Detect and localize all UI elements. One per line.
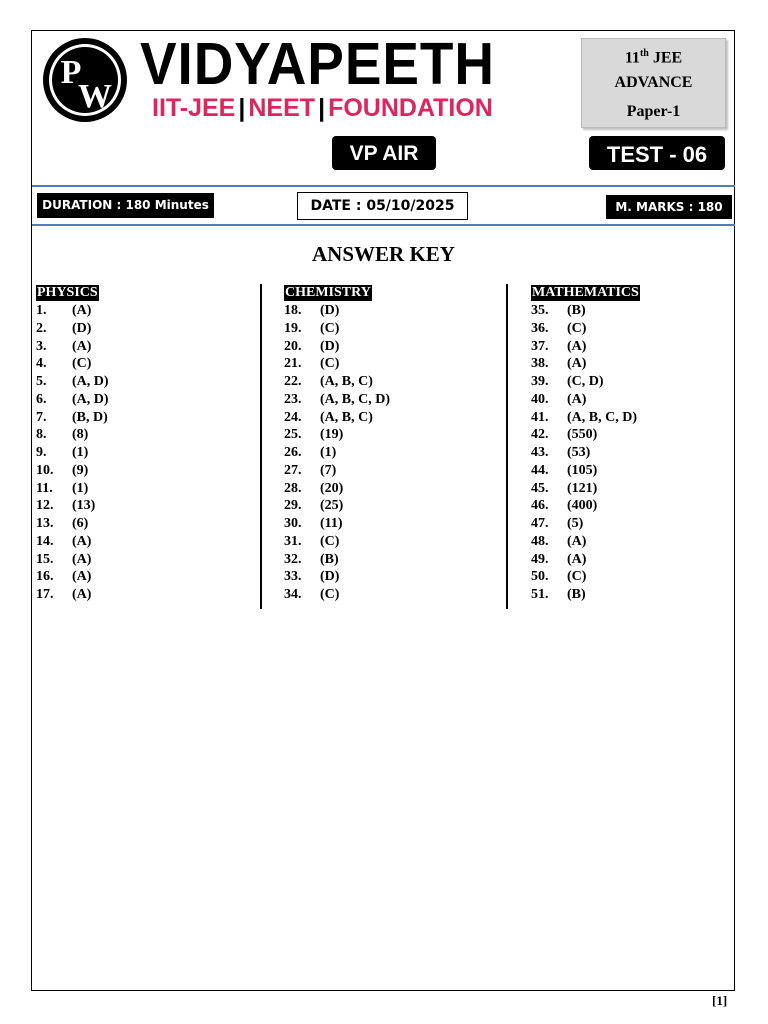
answer-value: (B, D) bbox=[72, 409, 108, 425]
answer-row bbox=[284, 302, 484, 320]
answer-row bbox=[36, 355, 236, 373]
answer-row bbox=[531, 426, 731, 444]
logo-letter-w: W bbox=[78, 78, 112, 115]
question-number: 1. bbox=[36, 303, 47, 318]
answer-row bbox=[284, 551, 484, 569]
answer-value: (400) bbox=[567, 498, 598, 514]
question-number: 36. bbox=[531, 320, 549, 336]
info-divider bbox=[32, 224, 735, 226]
question-number: 40. bbox=[531, 391, 549, 407]
tagline-foundation: FOUNDATION bbox=[328, 94, 493, 122]
question-number: 45. bbox=[531, 480, 549, 496]
answer-row bbox=[284, 533, 484, 551]
answer-row bbox=[531, 320, 731, 338]
question-number: 14. bbox=[36, 533, 54, 549]
answer-row bbox=[284, 355, 484, 373]
answer-row bbox=[36, 373, 236, 391]
class-info-box bbox=[581, 38, 726, 128]
question-number: 41. bbox=[531, 409, 549, 425]
answer-row bbox=[284, 462, 484, 480]
question-number: 35. bbox=[531, 303, 549, 318]
answer-row bbox=[531, 515, 731, 533]
answer-value: (C) bbox=[567, 320, 587, 336]
answer-row bbox=[531, 551, 731, 569]
answer-value: (C) bbox=[72, 356, 92, 372]
question-number: 12. bbox=[36, 498, 54, 514]
question-number: 10. bbox=[36, 462, 54, 478]
header-divider bbox=[32, 185, 735, 187]
answer-value: (550) bbox=[567, 427, 598, 443]
question-number: 46. bbox=[531, 498, 549, 514]
answer-value: (A) bbox=[72, 338, 92, 354]
column-divider bbox=[506, 284, 508, 609]
test-number-badge: TEST - 06 bbox=[589, 136, 725, 170]
answer-value: (A) bbox=[72, 569, 92, 585]
answer-value: (53) bbox=[567, 445, 591, 460]
question-number: 22. bbox=[284, 374, 302, 389]
answer-value: (A) bbox=[567, 533, 587, 549]
answer-value: (6) bbox=[72, 516, 89, 531]
answer-value: (D) bbox=[320, 569, 340, 585]
answer-value: (19) bbox=[320, 427, 344, 443]
question-number: 23. bbox=[284, 391, 302, 407]
answer-value: (7) bbox=[320, 462, 337, 478]
question-number: 31. bbox=[284, 533, 302, 549]
answer-value: (13) bbox=[72, 498, 96, 514]
answer-row bbox=[531, 391, 731, 409]
question-number: 21. bbox=[284, 356, 302, 372]
answer-value: (20) bbox=[320, 480, 344, 496]
question-number: 49. bbox=[531, 551, 549, 567]
question-number: 8. bbox=[36, 427, 47, 443]
answer-value: (A) bbox=[567, 338, 587, 354]
answer-row bbox=[531, 533, 731, 551]
column-divider bbox=[260, 284, 262, 609]
answer-value: (C) bbox=[320, 533, 340, 549]
question-number: 33. bbox=[284, 569, 302, 585]
question-number: 6. bbox=[36, 391, 47, 407]
answer-row bbox=[531, 409, 731, 427]
physics-column bbox=[36, 283, 236, 604]
answer-row bbox=[284, 586, 484, 604]
question-number: 29. bbox=[284, 498, 302, 514]
answer-row bbox=[284, 444, 484, 462]
question-number: 9. bbox=[36, 445, 47, 460]
answer-value: (D) bbox=[320, 338, 340, 354]
answer-row bbox=[36, 497, 236, 515]
question-number: 48. bbox=[531, 533, 549, 549]
answer-value: (25) bbox=[320, 498, 344, 514]
question-number: 25. bbox=[284, 427, 302, 443]
question-number: 5. bbox=[36, 374, 47, 389]
answer-row bbox=[36, 302, 236, 320]
tagline: IIT-JEE | NEET | FOUNDATION bbox=[152, 94, 493, 122]
answer-value: (121) bbox=[567, 480, 598, 496]
answer-value: (A) bbox=[72, 551, 92, 567]
answer-row bbox=[36, 338, 236, 356]
question-number: 15. bbox=[36, 551, 54, 567]
answer-row bbox=[531, 302, 731, 320]
question-number: 2. bbox=[36, 320, 47, 336]
answer-row bbox=[36, 568, 236, 586]
answer-row bbox=[36, 515, 236, 533]
answer-value: (A) bbox=[72, 303, 92, 318]
pw-logo-icon bbox=[40, 37, 130, 123]
answer-value: (A) bbox=[567, 356, 587, 372]
answer-row bbox=[531, 497, 731, 515]
answer-row bbox=[284, 497, 484, 515]
answer-value: (B) bbox=[320, 551, 339, 567]
answer-row bbox=[36, 551, 236, 569]
question-number: 42. bbox=[531, 427, 549, 443]
chemistry-column bbox=[284, 283, 484, 604]
answer-value: (D) bbox=[72, 320, 92, 336]
answer-value: (A, B, C, D) bbox=[320, 391, 390, 407]
question-number: 44. bbox=[531, 462, 549, 478]
question-number: 7. bbox=[36, 409, 47, 425]
batch-badge: VP AIR bbox=[332, 136, 436, 170]
answer-value: (5) bbox=[567, 516, 584, 531]
page-number: [1] bbox=[712, 993, 728, 1008]
exam-label: ADVANCE bbox=[614, 74, 693, 91]
answer-value: (A, D) bbox=[72, 391, 109, 407]
answer-value: (C, D) bbox=[567, 374, 604, 389]
question-number: 20. bbox=[284, 338, 302, 354]
question-number: 11. bbox=[36, 480, 53, 496]
answer-row bbox=[531, 462, 731, 480]
answer-row bbox=[36, 480, 236, 498]
question-number: 34. bbox=[284, 587, 302, 602]
tagline-iit-jee: IIT-JEE bbox=[152, 94, 236, 122]
answer-row bbox=[284, 480, 484, 498]
answer-row bbox=[36, 391, 236, 409]
answer-value: (9) bbox=[72, 462, 89, 478]
section-heading: MATHEMATICS bbox=[532, 285, 639, 300]
question-number: 3. bbox=[36, 338, 47, 354]
answer-value: (A, D) bbox=[72, 374, 109, 389]
question-number: 16. bbox=[36, 569, 54, 585]
answer-value: (105) bbox=[567, 462, 598, 478]
answer-value: (C) bbox=[320, 356, 340, 372]
date-box: DATE : 05/10/2025 bbox=[297, 192, 468, 220]
answer-row bbox=[284, 373, 484, 391]
answer-value: (A, B, C, D) bbox=[567, 409, 637, 425]
answer-value: (1) bbox=[72, 480, 89, 496]
answer-row bbox=[36, 533, 236, 551]
answer-value: (C) bbox=[320, 587, 340, 602]
answer-value: (A, B, C) bbox=[320, 409, 373, 425]
answer-row bbox=[284, 391, 484, 409]
answer-value: (B) bbox=[567, 587, 586, 602]
question-number: 43. bbox=[531, 445, 549, 460]
answer-row bbox=[284, 426, 484, 444]
question-number: 50. bbox=[531, 569, 549, 585]
question-number: 26. bbox=[284, 445, 302, 460]
answer-row bbox=[531, 444, 731, 462]
question-number: 27. bbox=[284, 462, 302, 478]
question-number: 4. bbox=[36, 356, 47, 372]
question-number: 17. bbox=[36, 587, 54, 602]
question-number: 37. bbox=[531, 338, 549, 354]
answer-value: (C) bbox=[567, 569, 587, 585]
question-number: 28. bbox=[284, 480, 302, 496]
answer-value: (A) bbox=[72, 533, 92, 549]
answer-row bbox=[284, 338, 484, 356]
answer-row bbox=[531, 355, 731, 373]
section-heading: PHYSICS bbox=[37, 285, 98, 300]
section-heading: CHEMISTRY bbox=[285, 285, 371, 300]
question-number: 47. bbox=[531, 516, 549, 531]
question-number: 13. bbox=[36, 516, 54, 531]
answer-value: (B) bbox=[567, 303, 586, 318]
answer-value: (1) bbox=[72, 445, 89, 460]
duration-badge: DURATION : 180 Minutes bbox=[37, 193, 214, 218]
question-number: 38. bbox=[531, 356, 549, 372]
answer-value: (A, B, C) bbox=[320, 374, 373, 389]
answer-row bbox=[284, 409, 484, 427]
class-label: 11th JEE bbox=[624, 48, 683, 67]
answer-row bbox=[531, 373, 731, 391]
logo-letter-p: P bbox=[60, 54, 82, 91]
mathematics-column bbox=[531, 283, 731, 604]
answer-row bbox=[284, 515, 484, 533]
max-marks-badge: M. MARKS : 180 bbox=[606, 195, 732, 219]
answer-row bbox=[531, 480, 731, 498]
question-number: 39. bbox=[531, 374, 549, 389]
answer-row bbox=[531, 568, 731, 586]
brand-name: VIDYAPEETH bbox=[140, 31, 495, 97]
question-number: 51. bbox=[531, 587, 549, 602]
question-number: 19. bbox=[284, 320, 302, 336]
page-title: ANSWER KEY bbox=[312, 242, 455, 266]
answer-row bbox=[36, 409, 236, 427]
answer-value: (C) bbox=[320, 320, 340, 336]
answer-value: (A) bbox=[567, 551, 587, 567]
answer-row bbox=[36, 462, 236, 480]
question-number: 24. bbox=[284, 409, 302, 425]
answer-value: (11) bbox=[320, 516, 343, 531]
answer-row bbox=[284, 568, 484, 586]
answer-row bbox=[36, 586, 236, 604]
answer-row bbox=[36, 444, 236, 462]
paper-label: Paper-1 bbox=[626, 103, 681, 120]
answer-row bbox=[36, 426, 236, 444]
answer-row bbox=[531, 338, 731, 356]
answer-value: (8) bbox=[72, 427, 89, 443]
answer-row bbox=[284, 320, 484, 338]
tagline-neet: NEET bbox=[248, 94, 316, 122]
question-number: 18. bbox=[284, 303, 302, 318]
answer-value: (1) bbox=[320, 445, 337, 460]
answer-row bbox=[531, 586, 731, 604]
answer-value: (A) bbox=[567, 391, 587, 407]
answer-value: (A) bbox=[72, 587, 92, 602]
answer-row bbox=[36, 320, 236, 338]
question-number: 32. bbox=[284, 551, 302, 567]
answer-value: (D) bbox=[320, 303, 340, 318]
question-number: 30. bbox=[284, 516, 302, 531]
